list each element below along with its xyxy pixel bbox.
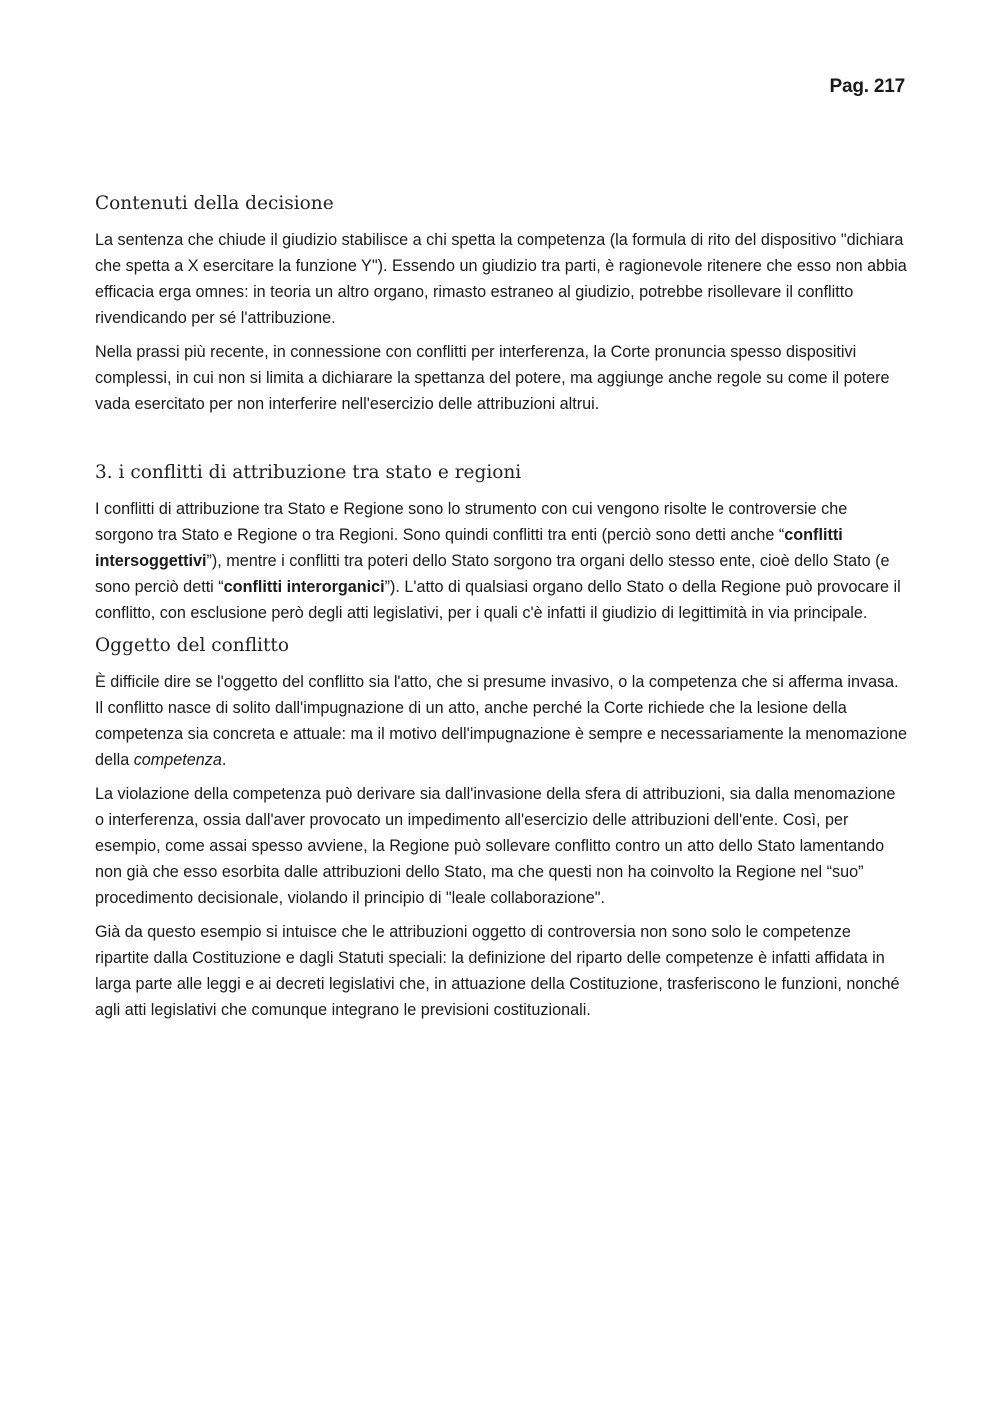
heading-contenuti-decisione: Contenuti della decisione (95, 193, 334, 214)
text-run: I conflitti di attribuzione tra Stato e Regione sono lo strumento con cui vengono risolte le controversie che sorgono tra Stato e Regione o tra Regioni. Sono quindi conflitti tra enti (perciò sono detti anche “ (95, 500, 848, 545)
paragraph: La sentenza che chiude il giudizio stabilisce a chi spetta la competenza (la formula di rito del dispositivo "dichiara che spetta a X esercitare la funzione Y"). Essendo un giudizio tra parti, è ragionevole ritenere che esso non abbia efficacia erga omnes: in teoria un altro organo, rimasto estraneo al giudizio, potrebbe risollevare il conflitto rivendicando per sé l'attribuzione. (95, 231, 907, 328)
paragraph: Già da questo esempio si intuisce che le attribuzioni oggetto di controversia non sono solo le competenze ripartite dalla Costituzione e dagli Statuti speciali: la definizione del riparto delle competenze è infatti affidata in larga parte alle leggi e ai decreti legislativi che, in attuazione della Costituzione, trasferiscono le funzioni, nonché agli atti legislativi che comunque integrano le previsioni costituzionali. (95, 923, 900, 1020)
text-run: ”). L'atto di qualsiasi organo dello Stato o della Regione può provocare il conflitto, con esclusione però degli atti legislativi, per i quali c'è infatti il giudizio di legittimità in via principale. (95, 578, 901, 623)
paragraph (95, 669, 907, 773)
text-run: . (221, 751, 227, 770)
paragraph: La violazione della competenza può derivare sia dall'invasione della sfera di attribuzioni, sia dalla menomazione o interferenza, ossia dall'aver provocato un impedimento all'esercizio delle attribuzioni dell'ente. Così, per esempio, come assai spesso avviene, la Regione può sollevare conflitto contro un atto dello Stato lamentando non già che esso esorbita dalle attribuzioni dello Stato, ma che questi non ha coinvolto la Regione nel “suo” procedimento decisionale, violando il principio di "leale collaborazione". (95, 785, 896, 908)
paragraph: Nella prassi più recente, in connessione con conflitti per interferenza, la Corte pronuncia spesso dispositivi complessi, in cui non si limita a dichiarare la spettanza del potere, ma aggiunge anche regole su come il potere vada esercitato per non interferire nell'esercizio delle attribuzioni altrui. (95, 343, 890, 414)
heading-section-3: 3. i conflitti di attribuzione tra stato e regioni (95, 462, 522, 484)
text-run: È difficile dire se l'oggetto del conflitto sia l'atto, che si presume invasivo, o la competenza che si afferma invasa. Il conflitto nasce di solito dall'impugnazione di un atto, anche perché la Corte richiede che la lesione della competenza sia concreta e attuale: ma il motivo dell'impugnazione è sempre e necessariamente la menomazione della (95, 673, 907, 770)
heading-oggetto-conflitto: Oggetto del conflitto (95, 635, 289, 657)
bold-term-interorganici: conflitti interorganici (223, 578, 385, 597)
text-run: ”), mentre i conflitti tra poteri dello Stato sorgono tra organi dello stesso ente, cioè dello Stato (e sono perciò detti “ (95, 552, 890, 597)
document-body (95, 192, 907, 1031)
italic-term-competenza: competenza (133, 751, 222, 770)
page-number: Pag. 217 (829, 76, 905, 97)
bold-term-intersoggettivi: conflitti intersoggettivi (95, 526, 843, 571)
paragraph (95, 496, 907, 626)
